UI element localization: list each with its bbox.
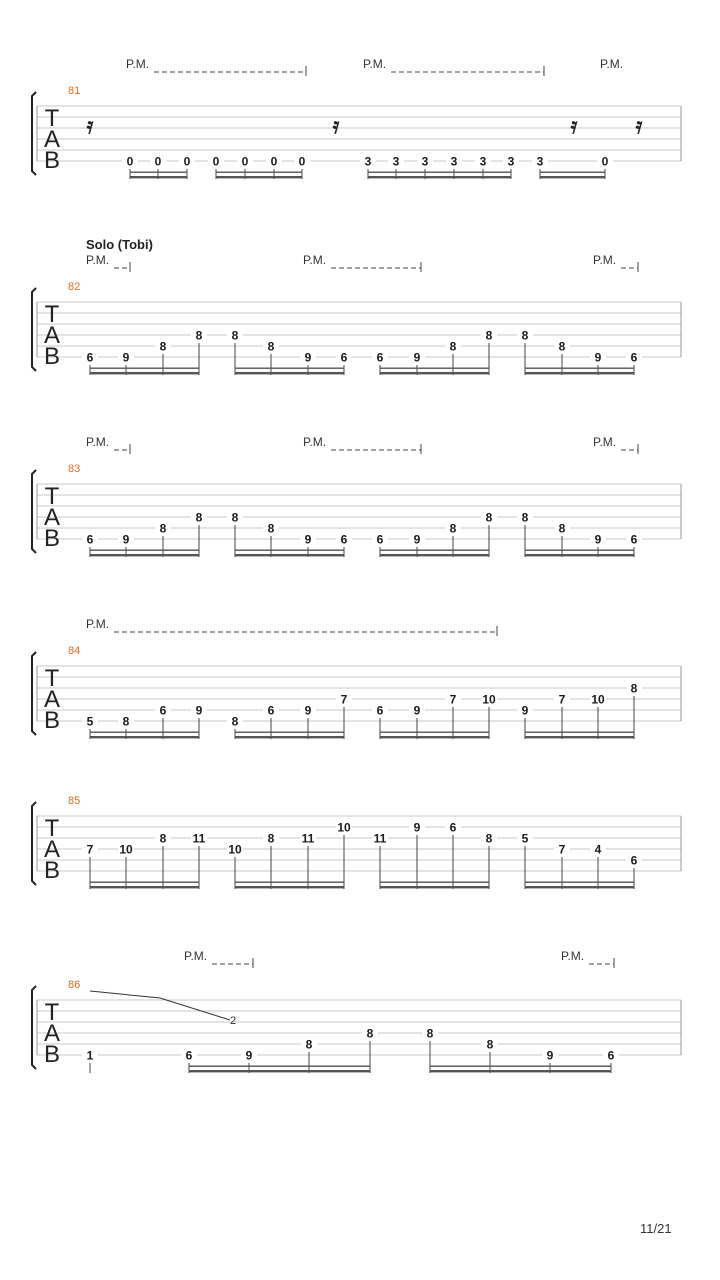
tab-clef-letter: A: [43, 126, 61, 153]
tab-clef-letter: A: [43, 1020, 61, 1047]
palm-mute-label: P.M.: [303, 435, 327, 449]
palm-mute-label: P.M.: [600, 57, 624, 71]
beam-primary: [90, 886, 199, 888]
sixteenth-rest: 𝄿: [86, 113, 94, 139]
fret-number: 8: [195, 328, 203, 343]
fret-number: 3: [392, 154, 400, 169]
beam-primary: [380, 736, 489, 738]
fret-number: 9: [546, 1048, 554, 1063]
measure-number: 82: [68, 281, 81, 293]
fret-number: 10: [119, 842, 133, 857]
palm-mute-label: P.M.: [561, 949, 585, 963]
beam-secondary: [380, 732, 489, 733]
palm-mute-label: P.M.: [86, 253, 110, 267]
fret-number: 9: [245, 1048, 253, 1063]
fret-number: 8: [426, 1026, 434, 1041]
fret-number: 3: [421, 154, 429, 169]
fret-number: 7: [558, 692, 566, 707]
beam-primary: [189, 1070, 370, 1072]
fret-number: 3: [364, 154, 372, 169]
tab-clef-letter: T: [44, 665, 60, 692]
fret-number: 8: [159, 831, 167, 846]
system-bracket: [32, 652, 36, 735]
fret-number: 6: [630, 532, 638, 547]
fret-number: 9: [122, 350, 130, 365]
beam-secondary: [130, 172, 187, 173]
palm-mute-label: P.M.: [593, 253, 617, 267]
fret-number: 9: [594, 350, 602, 365]
section-label: Solo (Tobi): [86, 237, 153, 252]
tab-clef-letter: B: [43, 1041, 61, 1068]
fret-number: 8: [449, 521, 457, 536]
beam-primary: [235, 886, 344, 888]
fret-number: 1: [86, 1048, 94, 1063]
beam-primary: [235, 554, 344, 556]
beam-primary: [90, 736, 199, 738]
beam-primary: [525, 554, 634, 556]
beam-secondary: [235, 732, 344, 733]
beam-primary: [90, 372, 199, 374]
fret-number: 6: [86, 350, 94, 365]
fret-number: 9: [594, 532, 602, 547]
fret-number: 8: [267, 831, 275, 846]
fret-number: 8: [558, 339, 566, 354]
fret-number: 6: [376, 350, 384, 365]
fret-number: 8: [159, 521, 167, 536]
palm-mute-label: P.M.: [363, 57, 387, 71]
fret-number: 7: [86, 842, 94, 857]
beam-secondary: [368, 172, 511, 173]
fret-number: 7: [449, 692, 457, 707]
fret-number: 0: [270, 154, 278, 169]
fret-number: 8: [267, 339, 275, 354]
fret-number: 6: [607, 1048, 615, 1063]
system-bracket: [32, 802, 36, 885]
fret-number: 6: [340, 350, 348, 365]
system-bracket: [32, 288, 36, 371]
measure-number: 85: [68, 795, 81, 807]
fret-number: 8: [521, 510, 529, 525]
tab-clef-letter: B: [43, 707, 61, 734]
beam-primary: [368, 176, 511, 178]
beam-primary: [525, 886, 634, 888]
fret-number: 0: [601, 154, 609, 169]
sixteenth-rest: 𝄿: [332, 113, 340, 139]
fret-number: 0: [298, 154, 306, 169]
fret-number: 7: [340, 692, 348, 707]
beam-primary: [130, 176, 187, 178]
fret-number: 9: [413, 820, 421, 835]
fret-number: 8: [231, 328, 239, 343]
measure-number: 86: [68, 979, 81, 991]
beam-secondary: [189, 1066, 370, 1067]
fret-number: 9: [304, 532, 312, 547]
fret-number: 10: [482, 692, 496, 707]
fret-number: 6: [159, 703, 167, 718]
tab-clef-letter: T: [44, 301, 60, 328]
fret-number: 7: [558, 842, 566, 857]
fret-number: 9: [521, 703, 529, 718]
fret-number: 4: [594, 842, 602, 857]
tab-clef-letter: B: [43, 525, 61, 552]
fret-number: 10: [591, 692, 605, 707]
fret-number: 3: [536, 154, 544, 169]
tab-clef-letter: A: [43, 504, 61, 531]
bend-amount: 2: [229, 1015, 237, 1027]
fret-number: 8: [558, 521, 566, 536]
tab-clef-letter: A: [43, 836, 61, 863]
fret-number: 6: [86, 532, 94, 547]
system-bracket: [32, 92, 36, 175]
palm-mute-label: P.M.: [86, 435, 110, 449]
palm-mute-label: P.M.: [86, 617, 110, 631]
tab-clef-letter: A: [43, 686, 61, 713]
tab-clef-letter: B: [43, 857, 61, 884]
fret-number: 9: [413, 703, 421, 718]
fret-number: 6: [340, 532, 348, 547]
beam-primary: [430, 1070, 611, 1072]
fret-number: 8: [485, 831, 493, 846]
tab-clef-letter: T: [44, 483, 60, 510]
fret-number: 8: [485, 510, 493, 525]
fret-number: 9: [413, 532, 421, 547]
palm-mute-label: P.M.: [184, 949, 208, 963]
beam-primary: [235, 372, 344, 374]
fret-number: 9: [413, 350, 421, 365]
fret-number: 6: [376, 532, 384, 547]
fret-number: 6: [630, 350, 638, 365]
fret-number: 0: [126, 154, 134, 169]
fret-number: 0: [212, 154, 220, 169]
fret-number: 6: [185, 1048, 193, 1063]
fret-number: 8: [231, 510, 239, 525]
fret-number: 9: [304, 350, 312, 365]
page-number: 11/21: [640, 1221, 672, 1236]
fret-number: 5: [521, 831, 529, 846]
measure-number: 81: [68, 85, 81, 97]
fret-number: 11: [192, 831, 206, 846]
beam-primary: [380, 372, 489, 374]
beam-secondary: [90, 882, 199, 883]
measure-number: 84: [68, 645, 81, 657]
fret-number: 6: [376, 703, 384, 718]
fret-number: 8: [485, 328, 493, 343]
beam-primary: [525, 372, 634, 374]
beam-secondary: [525, 368, 634, 369]
beam-secondary: [90, 550, 199, 551]
fret-number: 10: [337, 820, 351, 835]
beam-secondary: [380, 550, 489, 551]
fret-number: 5: [86, 714, 94, 729]
tab-clef-letter: B: [43, 147, 61, 174]
fret-number: 9: [122, 532, 130, 547]
palm-mute-label: P.M.: [593, 435, 617, 449]
beam-secondary: [216, 172, 302, 173]
beam-secondary: [235, 550, 344, 551]
beam-primary: [216, 176, 302, 178]
tab-clef-letter: B: [43, 343, 61, 370]
beam-secondary: [380, 882, 489, 883]
fret-number: 8: [630, 681, 638, 696]
fret-number: 9: [304, 703, 312, 718]
tab-clef-letter: T: [44, 105, 60, 132]
fret-number: 6: [267, 703, 275, 718]
fret-number: 0: [183, 154, 191, 169]
fret-number: 6: [449, 820, 457, 835]
fret-number: 9: [195, 703, 203, 718]
beam-secondary: [90, 732, 199, 733]
sixteenth-rest: 𝄿: [635, 113, 643, 139]
beam-secondary: [380, 368, 489, 369]
beam-primary: [540, 176, 605, 178]
fret-number: 3: [450, 154, 458, 169]
fret-number: 8: [449, 339, 457, 354]
fret-number: 8: [159, 339, 167, 354]
fret-number: 8: [305, 1037, 313, 1052]
beam-primary: [380, 886, 489, 888]
fret-number: 8: [231, 714, 239, 729]
beam-secondary: [235, 882, 344, 883]
tab-clef-letter: A: [43, 322, 61, 349]
beam-primary: [235, 736, 344, 738]
beam-secondary: [525, 550, 634, 551]
bend-curve: [90, 991, 230, 1020]
beam-secondary: [90, 368, 199, 369]
fret-number: 3: [507, 154, 515, 169]
fret-number: 8: [366, 1026, 374, 1041]
system-bracket: [32, 986, 36, 1069]
fret-number: 3: [479, 154, 487, 169]
fret-number: 6: [630, 853, 638, 868]
beam-secondary: [525, 882, 634, 883]
system-bracket: [32, 470, 36, 553]
measure-number: 83: [68, 463, 81, 475]
beam-primary: [380, 554, 489, 556]
tab-clef-letter: T: [44, 815, 60, 842]
palm-mute-label: P.M.: [303, 253, 327, 267]
beam-secondary: [430, 1066, 611, 1067]
fret-number: 8: [195, 510, 203, 525]
sixteenth-rest: 𝄿: [570, 113, 578, 139]
fret-number: 10: [228, 842, 242, 857]
fret-number: 11: [373, 831, 387, 846]
fret-number: 8: [122, 714, 130, 729]
tab-clef-letter: T: [44, 999, 60, 1026]
fret-number: 0: [241, 154, 249, 169]
beam-primary: [90, 554, 199, 556]
fret-number: 8: [521, 328, 529, 343]
palm-mute-label: P.M.: [126, 57, 150, 71]
fret-number: 8: [267, 521, 275, 536]
fret-number: 11: [301, 831, 315, 846]
beam-primary: [525, 736, 634, 738]
fret-number: 8: [486, 1037, 494, 1052]
beam-secondary: [235, 368, 344, 369]
fret-number: 0: [154, 154, 162, 169]
beam-secondary: [540, 172, 605, 173]
beam-secondary: [525, 732, 634, 733]
